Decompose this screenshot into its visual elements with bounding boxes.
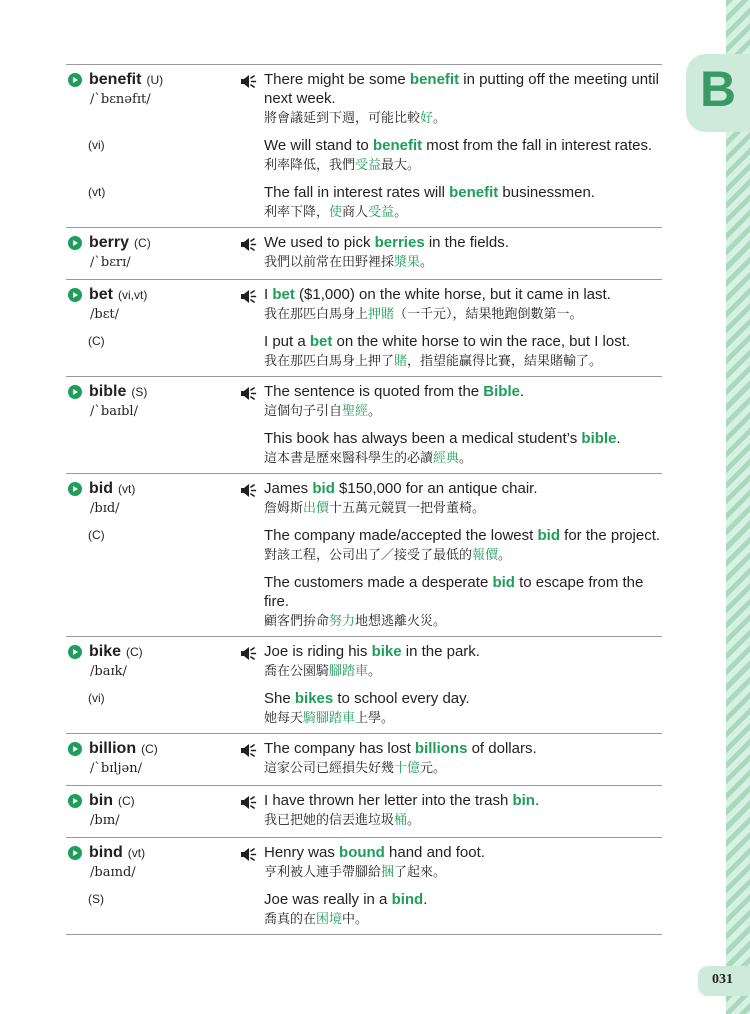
example-text: The company made/accepted the lowest	[264, 527, 538, 544]
speaker-icon[interactable]	[240, 795, 257, 815]
example-sense	[264, 890, 662, 928]
example-text: in the fields.	[424, 234, 509, 251]
example-chinese	[264, 545, 662, 564]
part-of-speech: (vi,vt)	[118, 288, 148, 302]
example-english	[264, 642, 662, 661]
entry-headword-column	[66, 642, 240, 727]
keyword-highlight: bid	[537, 527, 560, 544]
letter-index-tab[interactable]	[686, 54, 750, 132]
example-text: We used to pick	[264, 234, 375, 251]
headword-line	[66, 739, 240, 759]
example-english	[264, 285, 662, 304]
translation-highlight: 押賭	[368, 306, 395, 321]
phonetic-transcription: /ˋbaɪbl/	[90, 404, 138, 419]
translation-text: 。	[407, 812, 421, 827]
entry-headword-column	[66, 382, 240, 467]
dictionary-entry	[66, 65, 662, 228]
play-icon[interactable]	[68, 794, 82, 808]
example-chinese	[264, 202, 662, 221]
part-of-speech: (U)	[146, 73, 164, 87]
speaker-icon[interactable]	[240, 847, 257, 867]
play-icon[interactable]	[68, 236, 82, 250]
sense-part-of-speech: (C)	[88, 528, 105, 542]
part-of-speech: (vt)	[127, 846, 146, 860]
play-icon[interactable]	[68, 645, 82, 659]
translation-text: 這家公司已經損失好幾	[264, 760, 395, 775]
headword: bid	[89, 480, 113, 497]
example-chinese	[264, 401, 662, 420]
translation-highlight: 受益	[368, 204, 395, 219]
headword: bind	[89, 844, 123, 861]
keyword-highlight: benefit	[409, 71, 460, 88]
translation-highlight: 經典	[433, 450, 460, 465]
phonetic-transcription: /ˋbɪljən/	[90, 761, 142, 776]
example-sense	[264, 689, 662, 727]
dictionary-entry	[66, 838, 662, 935]
speaker-icon[interactable]	[240, 646, 257, 666]
entry-headword-column	[66, 70, 240, 221]
headword: berry	[89, 234, 130, 251]
headword-line	[66, 285, 240, 305]
keyword-highlight: bin	[512, 792, 535, 809]
translation-text: 這個句子引自	[264, 403, 343, 418]
example-text: $150,000 for an antique chair.	[334, 480, 538, 497]
play-icon[interactable]	[68, 482, 82, 496]
keyword-highlight: bid	[312, 480, 335, 497]
translation-text: 對該工程，公司出了／接受了最低的	[264, 547, 473, 562]
speaker-icon[interactable]	[240, 386, 257, 406]
example-chinese	[264, 661, 662, 680]
part-of-speech: (S)	[131, 385, 148, 399]
example-chinese	[264, 611, 662, 630]
keyword-highlight: bind	[391, 891, 424, 908]
keyword-highlight: bike	[371, 643, 402, 660]
part-of-speech: (C)	[118, 794, 135, 808]
translation-highlight: 困境	[316, 911, 343, 926]
keyword-highlight: bid	[492, 574, 515, 591]
entry-examples-column	[240, 739, 662, 779]
example-english	[264, 791, 662, 810]
translation-text: 我已把她的信丟進垃圾	[264, 812, 395, 827]
translation-text: 顧客們拚命	[264, 613, 330, 628]
page-number-tab	[698, 966, 750, 996]
translation-text: 詹姆斯	[264, 500, 304, 515]
example-text: Joe was really in a	[264, 891, 392, 908]
translation-highlight: 努力	[329, 613, 356, 628]
headword-line	[66, 382, 240, 402]
keyword-highlight: bound	[339, 844, 385, 861]
translation-text: 利率降低，我們	[264, 157, 356, 172]
translation-highlight: 騎腳踏車	[303, 710, 356, 725]
example-text: of dollars.	[467, 740, 537, 757]
translation-highlight: 聖經	[342, 403, 369, 418]
headword-line	[66, 642, 240, 662]
translation-text: 了起來。	[394, 864, 447, 879]
translation-text: 將會議延到下週，可能比較	[264, 110, 421, 125]
translation-text: 喬在公園騎	[264, 663, 330, 678]
example-text: Henry was	[264, 844, 340, 861]
example-english	[264, 70, 662, 108]
example-sense	[264, 136, 662, 174]
letter-index-label: B	[700, 61, 737, 117]
part-of-speech: (vt)	[118, 482, 136, 496]
example-chinese	[264, 862, 662, 881]
sense-part-of-speech: (C)	[88, 334, 105, 348]
dictionary-entry	[66, 280, 662, 377]
keyword-highlight: bikes	[294, 690, 334, 707]
phonetic-transcription: /bɛt/	[90, 307, 120, 322]
example-english	[264, 689, 662, 708]
entry-headword-column	[66, 479, 240, 630]
keyword-highlight: bet	[272, 286, 295, 303]
example-text: We will stand to	[264, 137, 373, 154]
example-text: businessmen.	[498, 184, 595, 201]
headword-line	[66, 479, 240, 499]
example-sense	[264, 573, 662, 630]
translation-highlight: 腳踏車	[329, 663, 369, 678]
dictionary-entry	[66, 786, 662, 838]
translation-text: 地想逃離火災。	[355, 613, 447, 628]
translation-text: 喬真的在	[264, 911, 317, 926]
entry-examples-column	[240, 642, 662, 727]
dictionary-entries	[66, 64, 662, 935]
translation-highlight: 桶	[394, 812, 408, 827]
dictionary-entry	[66, 734, 662, 786]
example-text: The sentence is quoted from the	[264, 383, 484, 400]
example-chinese	[264, 304, 662, 323]
entry-headword-column	[66, 843, 240, 928]
phonetic-transcription: /ˋbɛnəfɪt/	[90, 92, 151, 107]
speaker-icon[interactable]	[240, 483, 257, 503]
phonetic-transcription: /bɪn/	[90, 813, 120, 828]
headword: billion	[89, 740, 137, 757]
entry-examples-column	[240, 843, 662, 928]
translation-highlight: 出價	[303, 500, 330, 515]
headword-line	[66, 233, 240, 253]
speaker-icon[interactable]	[240, 289, 257, 309]
example-text: I	[264, 286, 273, 303]
example-english	[264, 739, 662, 758]
example-text: to escape from the fire.	[264, 574, 644, 610]
translation-text: 。	[394, 204, 408, 219]
example-chinese	[264, 708, 662, 727]
example-text: hand and foot.	[384, 844, 485, 861]
play-icon[interactable]	[68, 385, 82, 399]
translation-text: 上學。	[355, 710, 395, 725]
translation-text: 最大。	[381, 157, 421, 172]
example-text: ($1,000) on the white horse, but it came in last.	[294, 286, 611, 303]
translation-text: 十五萬元競買一把骨董椅。	[329, 500, 486, 515]
example-english	[264, 332, 662, 351]
translation-highlight: 漿果	[394, 254, 421, 269]
example-text: The customers made a desperate	[264, 574, 493, 591]
example-text: most from the fall in interest rates.	[422, 137, 653, 154]
sense-part-of-speech: (vt)	[88, 185, 106, 199]
example-text: The company has lost	[264, 740, 415, 757]
example-chinese	[264, 448, 662, 467]
translation-highlight: 賭	[394, 353, 408, 368]
example-chinese	[264, 758, 662, 777]
example-sense	[264, 332, 662, 370]
dictionary-entry	[66, 637, 662, 734]
example-sense	[264, 479, 662, 517]
example-english	[264, 233, 662, 252]
example-text: I put a	[264, 333, 310, 350]
example-text: for the project.	[560, 527, 661, 544]
example-sense	[264, 382, 662, 420]
translation-text: 我在那匹白馬身上	[264, 306, 369, 321]
example-text: The fall in interest rates will	[264, 184, 450, 201]
entry-headword-column	[66, 739, 240, 779]
example-chinese	[264, 155, 662, 174]
translation-text: 元。	[420, 760, 447, 775]
dictionary-entry	[66, 474, 662, 637]
translation-highlight: 好	[420, 110, 434, 125]
translation-text: 亨利被人連手帶腳給	[264, 864, 382, 879]
speaker-icon[interactable]	[240, 74, 257, 94]
phonetic-transcription: /ˋbɛrɪ/	[90, 255, 131, 270]
headword: bet	[89, 286, 113, 303]
sense-part-of-speech: (vi)	[88, 138, 105, 152]
entry-examples-column	[240, 479, 662, 630]
phonetic-transcription: /bɪd/	[90, 501, 120, 516]
entry-headword-column	[66, 233, 240, 273]
example-chinese	[264, 351, 662, 370]
translation-text: 這本書是歷來醫科學生的必讀	[264, 450, 434, 465]
translation-highlight: 十億	[394, 760, 421, 775]
example-sense	[264, 233, 662, 271]
example-text: in putting off the meeting until next week.	[264, 71, 659, 107]
example-sense	[264, 642, 662, 680]
example-english	[264, 429, 662, 448]
example-sense	[264, 739, 662, 777]
example-text: in the park.	[401, 643, 480, 660]
headword: benefit	[89, 71, 142, 88]
example-chinese	[264, 252, 662, 271]
page-number: 031	[712, 972, 733, 987]
example-sense	[264, 285, 662, 323]
example-chinese	[264, 108, 662, 127]
translation-text: （一千元），結果牠跑倒數第一。	[394, 306, 583, 321]
example-text: to school every day.	[333, 690, 470, 707]
keyword-highlight: bible	[581, 430, 617, 447]
headword-line	[66, 791, 240, 811]
entry-examples-column	[240, 791, 662, 831]
sense-part-of-speech: (S)	[88, 892, 104, 906]
translation-highlight: 捆	[381, 864, 395, 879]
translation-text: 。	[459, 450, 473, 465]
dictionary-entry	[66, 377, 662, 474]
sense-part-of-speech: (vi)	[88, 691, 105, 705]
example-english	[264, 136, 662, 155]
example-text: I have thrown her letter into the trash	[264, 792, 513, 809]
headword: bible	[89, 383, 127, 400]
entry-examples-column	[240, 285, 662, 370]
example-chinese	[264, 810, 662, 829]
example-sense	[264, 70, 662, 127]
example-english	[264, 479, 662, 498]
headword: bike	[89, 643, 122, 660]
translation-text: 我在那匹白馬身上押了	[264, 353, 395, 368]
example-sense	[264, 791, 662, 829]
example-english	[264, 526, 662, 545]
part-of-speech: (C)	[126, 645, 143, 659]
decorative-stripe-band	[726, 0, 750, 1014]
translation-text: 。	[420, 254, 434, 269]
example-sense	[264, 843, 662, 881]
entry-headword-column	[66, 791, 240, 831]
headword-line	[66, 70, 240, 90]
translation-highlight: 報價	[472, 547, 499, 562]
part-of-speech: (C)	[134, 236, 151, 250]
example-text: .	[519, 383, 525, 400]
speaker-icon[interactable]	[240, 743, 257, 763]
keyword-highlight: bet	[309, 333, 333, 350]
translation-text: ，指望能贏得比賽，結果賭輸了。	[407, 353, 603, 368]
keyword-highlight: benefit	[372, 137, 423, 154]
keyword-highlight: billions	[414, 740, 468, 757]
phonetic-transcription: /baɪnd/	[90, 865, 136, 880]
example-text: .	[423, 891, 428, 908]
example-sense	[264, 526, 662, 564]
translation-text: 。	[433, 110, 447, 125]
speaker-icon[interactable]	[240, 237, 257, 257]
example-english	[264, 890, 662, 909]
headword-line	[66, 843, 240, 863]
example-english	[264, 843, 662, 862]
play-icon[interactable]	[68, 742, 82, 756]
phonetic-transcription: /baɪk/	[90, 664, 127, 679]
keyword-highlight: benefit	[449, 184, 499, 201]
play-icon[interactable]	[68, 846, 82, 860]
example-text: This book has always been a medical student’s	[264, 430, 582, 447]
example-text: There might be some	[264, 71, 410, 88]
example-text: Joe is riding his	[264, 643, 372, 660]
play-icon[interactable]	[68, 288, 82, 302]
example-english	[264, 573, 662, 611]
example-text: on the white horse to win the race, but I lost.	[332, 333, 631, 350]
dictionary-entry	[66, 228, 662, 280]
translation-text: 她每天	[264, 710, 304, 725]
entry-examples-column	[240, 70, 662, 221]
translation-highlight: 使	[329, 204, 343, 219]
example-chinese	[264, 909, 662, 928]
translation-text: 。	[368, 403, 382, 418]
example-text: .	[616, 430, 621, 447]
keyword-highlight: Bible	[483, 383, 520, 400]
keyword-highlight: berries	[374, 234, 425, 251]
translation-text: 我們以前常在田野裡採	[264, 254, 395, 269]
entry-headword-column	[66, 285, 240, 370]
example-sense	[264, 429, 662, 467]
translation-text: 。	[498, 547, 512, 562]
translation-text: 中。	[342, 911, 369, 926]
entry-examples-column	[240, 233, 662, 273]
translation-highlight: 受益	[355, 157, 382, 172]
part-of-speech: (C)	[141, 742, 158, 756]
translation-text: 。	[368, 663, 382, 678]
example-chinese	[264, 498, 662, 517]
example-text: James	[264, 480, 313, 497]
example-english	[264, 183, 662, 202]
example-text: .	[534, 792, 540, 809]
translation-text: 商人	[342, 204, 369, 219]
play-icon[interactable]	[68, 73, 82, 87]
example-english	[264, 382, 662, 401]
headword: bin	[89, 792, 113, 809]
entry-examples-column	[240, 382, 662, 467]
example-text: She	[264, 690, 295, 707]
translation-text: 利率下降，	[264, 204, 330, 219]
example-sense	[264, 183, 662, 221]
